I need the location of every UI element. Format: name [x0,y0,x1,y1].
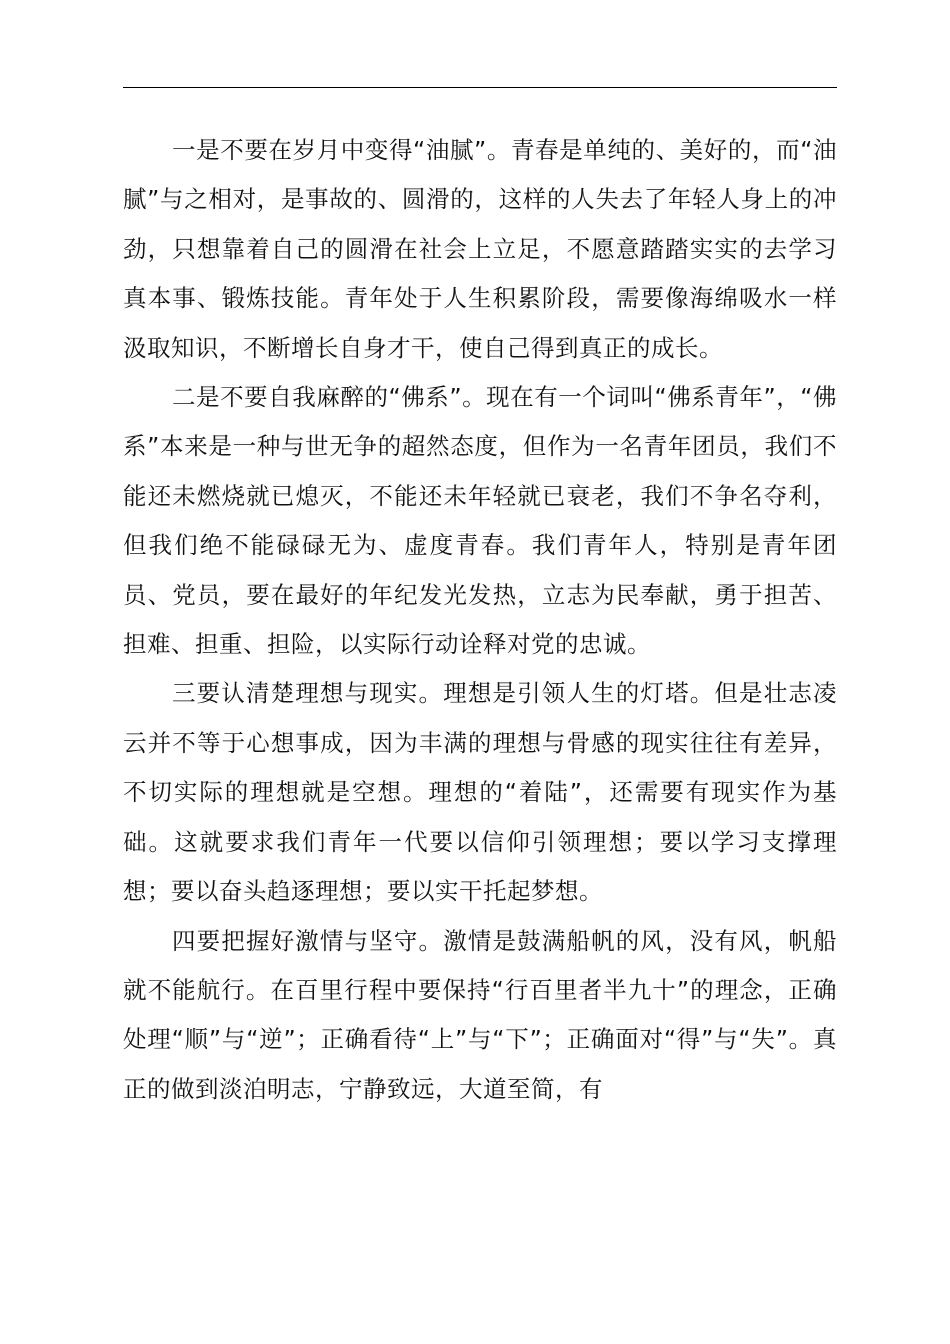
header-rule [123,87,837,88]
paragraph-2: 二是不要自我麻醉的“佛系”。现在有一个词叫“佛系青年”，“佛系”本来是一种与世无争的超然态度，但作为一名青年团员，我们不能还未燃烧就已熄灭，不能还未年轻就已衰老，我们不争名夺利，但我们绝不能碌碌无为、虚度青春。我们青年人，特别是青年团员、党员，要在最好的年纪发光发热，立志为民奉献，勇于担苦、担难、担重、担险，以实际行动诠释对党的忠诚。 [123,383,837,659]
paragraph-3: 三要认清楚理想与现实。理想是引领人生的灯塔。但是壮志凌云并不等于心想事成，因为丰满的理想与骨感的现实往往有差异，不切实际的理想就是空想。理想的“着陆”，还需要有现实作为基础。这就要求我们青年一代要以信仰引领理想；要以学习支撑理想；要以奋头趋逐理想；要以实干托起梦想。 [123,679,837,906]
paragraph-1: 一是不要在岁月中变得“油腻”。青春是单纯的、美好的，而“油腻”与之相对，是事故的、圆滑的，这样的人失去了年轻人身上的冲劲，只想靠着自己的圆滑在社会上立足，不愿意踏踏实实的去学习真本事、锻炼技能。青年处于人生积累阶段，需要像海绵吸水一样汲取知识，不断增长自身才干，使自己得到真正的成长。 [123,136,837,362]
document-body [123,126,837,1114]
paragraph-4: 四要把握好激情与坚守。激情是鼓满船帆的风，没有风，帆船就不能航行。在百里行程中要保持“行百里者半九十”的理念，正确处理“顺”与“逆”；正确看待“上”与“下”；正确面对“得”与“失”。真正的做到淡泊明志，宁静致远，大道至简，有 [123,926,837,1103]
